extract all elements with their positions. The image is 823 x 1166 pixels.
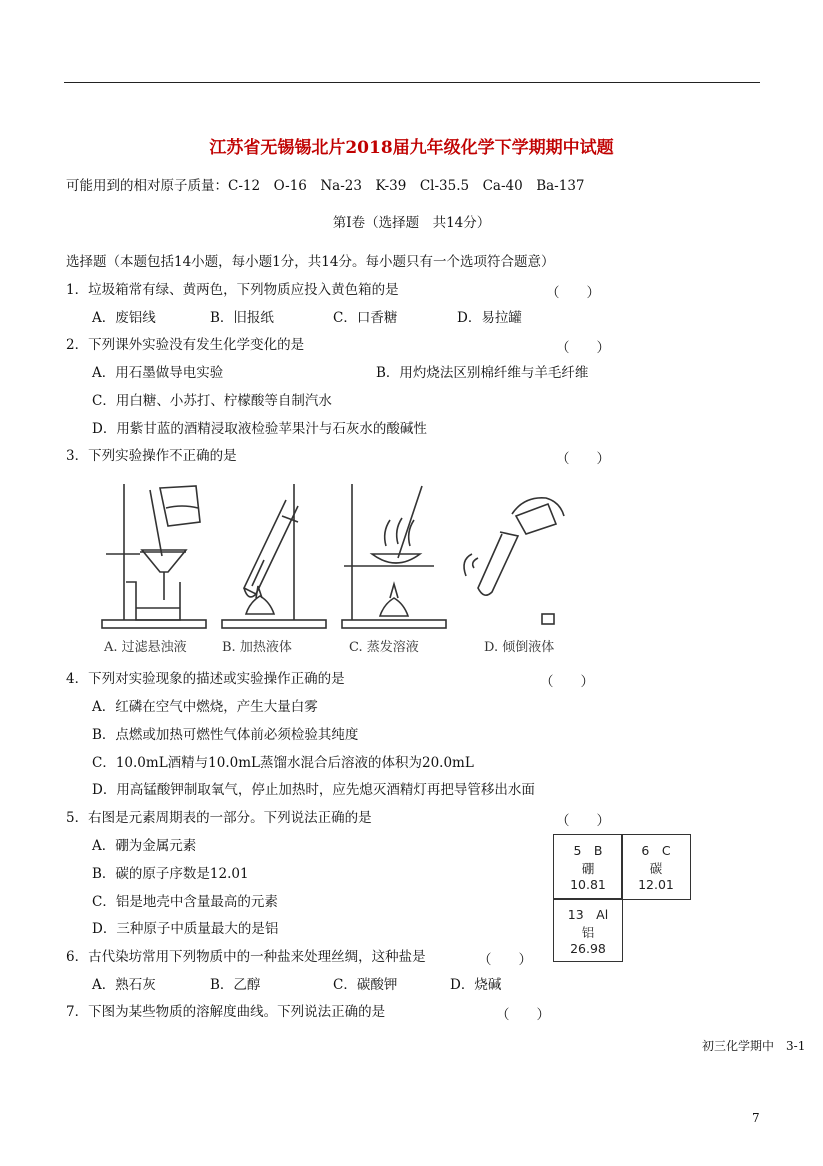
q3-caption-a: A. 过滤悬浊液 [104,640,187,655]
q2-option-c: C．用白糖、小苏打、柠檬酸等自制汽水 [92,393,332,409]
carbon-mass: 12.01 [638,877,674,892]
q1-option-a: A．废铝线 [92,310,156,326]
boron-name: 硼 [581,861,595,876]
q1-option-b: B．旧报纸 [210,310,274,326]
element-cell-carbon [621,834,691,900]
q4-stem: 4．下列对实验现象的描述或实验操作正确的是 [66,671,345,687]
aluminum-name: 铝 [581,925,595,940]
page-number: 7 [752,1111,760,1125]
q3-caption-b: B. 加热液体 [222,640,292,655]
q2-answer-paren: （ ） [556,340,610,356]
element-cell-boron [553,834,623,900]
q3-caption-c: C. 蒸发溶液 [349,640,419,655]
evaporation-apparatus [342,484,446,628]
q1-option-c: C．口香糖 [333,310,398,326]
q7-answer-paren: （ ） [496,1007,550,1023]
q6-option-c: C．碳酸钾 [333,977,398,993]
q4-answer-paren: （ ） [540,674,594,690]
atomic-masses: 可能用到的相对原子质量：C-12 O-16 Na-23 K-39 Cl-35.5 Ca-40 Ba-137 [66,178,585,194]
q3-answer-paren: （ ） [556,451,610,467]
aluminum-head: 13 Al [567,907,609,922]
q3-caption-d: D. 倾倒液体 [484,640,555,655]
heating-apparatus [222,484,326,628]
element-cell-aluminum [553,898,623,962]
aluminum-mass: 26.98 [570,941,606,956]
carbon-name: 碳 [649,861,663,876]
q4-option-c: C．10.0mL酒精与10.0mL蒸馏水混合后溶液的体积为20.0mL [92,755,474,771]
page-title: 江苏省无锡锡北片2018届九年级化学下学期期中试题 [209,138,614,158]
filtration-apparatus [102,484,206,628]
q4-option-b: B．点燃或加热可燃性气体前必须检验其纯度 [92,727,359,743]
q6-stem: 6．古代染坊常用下列物质中的一种盐来处理丝绸，这种盐是 [66,949,426,965]
q7-stem: 7．下图为某些物质的溶解度曲线。下列说法正确的是 [66,1004,386,1020]
q3-stem: 3．下列实验操作不正确的是 [66,448,237,464]
q6-option-d: D．烧碱 [450,977,502,993]
page-footer: 初三化学期中 3-1 [702,1039,806,1053]
boron-head: 5 B [573,843,603,858]
q5-option-b: B．碳的原子序数是12.01 [92,866,249,882]
q2-option-d: D．用紫甘蓝的酒精浸取液检验苹果汁与石灰水的酸碱性 [92,421,427,437]
q5-answer-paren: （ ） [556,813,610,829]
pouring-apparatus [464,498,564,624]
q3-apparatus-figure [96,476,576,658]
q5-option-c: C．铝是地壳中含量最高的元素 [92,894,278,910]
q5-option-a: A．硼为金属元素 [92,838,197,854]
q4-option-d: D．用高锰酸钾制取氧气，停止加热时，应先熄灭酒精灯再把导管移出水面 [92,782,535,798]
q6-answer-paren: （ ） [478,952,532,968]
q1-option-d: D．易拉罐 [457,310,522,326]
boron-mass: 10.81 [570,877,606,892]
q2-stem: 2．下列课外实验没有发生化学变化的是 [66,337,305,353]
q5-option-d: D．三种原子中质量最大的是铝 [92,921,279,937]
q5-stem: 5．右图是元素周期表的一部分。下列说法正确的是 [66,810,372,826]
q6-option-a: A．熟石灰 [92,977,156,993]
q2-option-b: B．用灼烧法区别棉纤维与羊毛纤维 [376,365,589,381]
q6-option-b: B．乙醇 [210,977,261,993]
q1-answer-paren: （ ） [546,285,600,301]
section-title: 第Ⅰ卷（选择题 共14分） [332,215,491,231]
q2-option-a: A．用石墨做导电实验 [92,365,224,381]
instructions: 选择题（本题包括14小题，每小题1分，共14分。每小题只有一个选项符合题意） [66,254,555,270]
q1-stem: 1．垃圾箱常有绿、黄两色，下列物质应投入黄色箱的是 [66,282,399,298]
q4-option-a: A．红磷在空气中燃烧，产生大量白雾 [92,699,318,715]
carbon-head: 6 C [641,843,671,858]
header-rule [64,82,760,83]
